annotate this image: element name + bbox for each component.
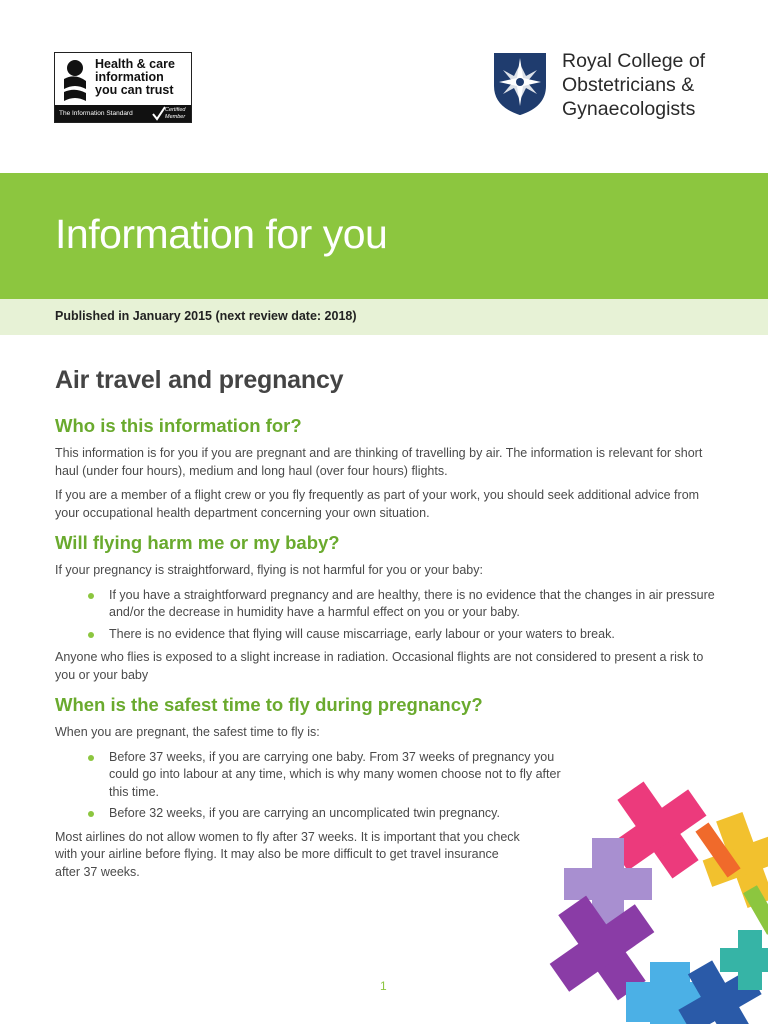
decorative-crosses-graphic	[540, 780, 768, 1024]
rcog-name-line: Obstetricians &	[562, 74, 695, 96]
rcog-name	[562, 49, 705, 121]
info-logo-strip: The Information Standard	[55, 105, 191, 122]
paragraph: If your pregnancy is straightforward, flying is not harmful for you or your baby:	[55, 563, 483, 577]
publication-date: Published in January 2015 (next review date: 2018)	[55, 309, 357, 323]
page-number: 1	[380, 979, 387, 993]
certified-line: Certified	[165, 107, 186, 113]
list-item-text: There is no evidence that flying will cause miscarriage, early labour or your waters to break.	[109, 626, 615, 641]
info-logo-line: information	[95, 70, 164, 84]
section-heading: Will flying harm me or my baby?	[55, 532, 340, 553]
publication-strip	[0, 299, 768, 335]
title-banner	[0, 173, 768, 299]
paragraph: This information is for you if you are pregnant and are thinking of travelling by air. The information is relevant for short haul (under four hours), medium and long haul (over four hours) flights.	[55, 446, 703, 478]
information-standard-logo	[54, 52, 192, 123]
info-logo-line: Health & care	[95, 57, 175, 71]
section-who	[55, 415, 715, 522]
list-item	[88, 626, 715, 644]
bullet-icon	[88, 632, 94, 638]
document-title: Air travel and pregnancy	[55, 366, 344, 394]
certified-member-label	[165, 107, 189, 121]
bullet-list	[88, 587, 715, 644]
paragraph: Most airlines do not allow women to fly after 37 weeks. It is important that you check with your airline before flying. It may also be more difficult to get travel insurance after 37 weeks.	[55, 829, 520, 879]
bullet-icon	[88, 755, 94, 761]
banner-title: Information for you	[55, 211, 388, 257]
certified-line: Member	[165, 114, 186, 120]
bullet-icon	[88, 811, 94, 817]
information-standard-s-icon	[60, 59, 90, 103]
rcog-name-line: Gynaecologists	[562, 98, 696, 120]
paragraph: When you are pregnant, the safest time to fly is:	[55, 725, 320, 739]
list-item	[88, 749, 583, 802]
section-heading: Who is this information for?	[55, 415, 302, 436]
rcog-shield-icon	[493, 52, 547, 116]
paragraph: Anyone who flies is exposed to a slight increase in radiation. Occasional flights are not considered to present a risk to you or your baby	[55, 650, 704, 682]
paragraph: If you are a member of a flight crew or you fly frequently as part of your work, you should seek additional advice from your occupational health department concerning your own situation.	[55, 488, 700, 520]
bullet-list	[88, 749, 583, 823]
info-logo-text	[95, 58, 175, 97]
bullet-icon	[88, 593, 94, 599]
list-item-text: If you have a straightforward pregnancy and are healthy, there is no evidence that the changes in air pressure and/or the decrease in humidity have a harmful effect on you or your baby.	[109, 587, 715, 619]
list-item	[88, 587, 715, 622]
list-item-text: Before 32 weeks, if you are carrying an uncomplicated twin pregnancy.	[109, 806, 500, 820]
list-item	[88, 805, 583, 823]
info-logo-line: you can trust	[95, 83, 174, 97]
list-item-text: Before 37 weeks, if you are carrying one baby. From 37 weeks of pregnancy you could go into labour at any time, which is why many women choose not to fly after this time.	[109, 749, 561, 799]
section-harm	[55, 532, 715, 684]
rcog-name-line: Royal College of	[562, 50, 706, 72]
section-heading: When is the safest time to fly during pregnancy?	[55, 694, 483, 715]
